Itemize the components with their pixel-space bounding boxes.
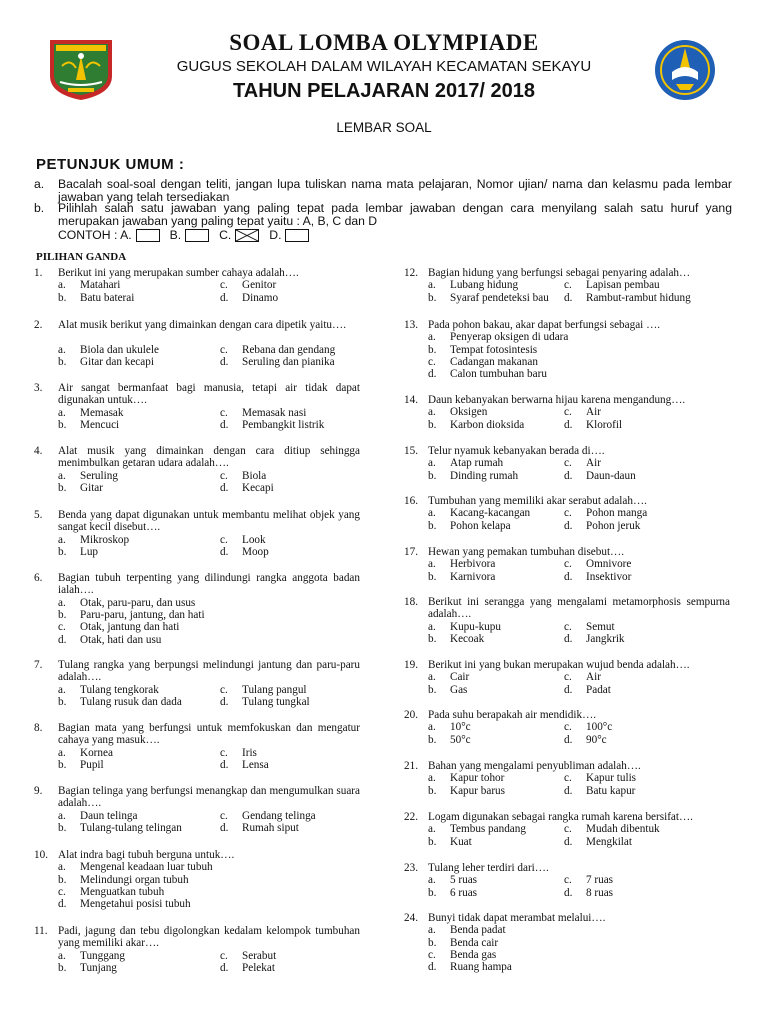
option-text: Menguatkan tubuh xyxy=(80,885,165,898)
question-stem: Padi, jagung dan tebu digolongkan kedalam kelompok tumbuhan yang memiliki akar…. xyxy=(58,925,360,950)
option-letter: d. xyxy=(220,355,229,368)
option-letter: b. xyxy=(428,784,437,797)
question-number: 2. xyxy=(34,319,43,331)
option-text: Otak, hati dan usu xyxy=(80,633,162,646)
question-number: 24. xyxy=(404,912,418,924)
option-text: Melindungi organ tubuh xyxy=(80,873,189,886)
option-text: Matahari xyxy=(80,279,121,292)
option-letter: a. xyxy=(428,507,436,520)
option-text: Memasak xyxy=(80,406,124,419)
option-text: Biola dan ukulele xyxy=(80,343,159,356)
academic-year: TAHUN PELAJARAN 2017/ 2018 xyxy=(233,80,535,102)
document-subtitle: GUGUS SEKOLAH DALAM WILAYAH KECAMATAN SEKAYU xyxy=(176,58,592,75)
option-text: Tunjang xyxy=(80,961,117,974)
option-letter: b. xyxy=(428,418,437,431)
question-number: 14. xyxy=(404,394,418,406)
option-letter: d. xyxy=(564,733,573,746)
option-text: Tulang tengkorak xyxy=(80,683,159,696)
instruction-b-text: Pilihlah salah satu jawaban yang paling tepat pada lembar jawaban dengan cara menyilang salah satu huruf yang merupakan jawaban yang paling tepat yaitu : A, B, C dan D xyxy=(58,201,732,228)
question-number: 12. xyxy=(404,267,418,279)
option-letter: a. xyxy=(58,746,66,759)
question-number: 13. xyxy=(404,319,418,331)
question-number: 3. xyxy=(34,382,43,394)
option-letter: a. xyxy=(428,721,436,734)
option-text: Lubang hidung xyxy=(450,279,519,292)
option-text: Look xyxy=(242,533,266,546)
question-number: 11. xyxy=(34,925,48,937)
question-number: 5. xyxy=(34,509,43,521)
question-stem: Bagian mata yang berfungsi untuk memfokuskan dan mengatur cahaya yang masuk…. xyxy=(58,722,360,747)
question-number: 22. xyxy=(404,811,418,823)
option-text: Kecapi xyxy=(242,481,274,494)
option-text: Pembangkit listrik xyxy=(242,418,325,431)
option-text: Karbon dioksida xyxy=(450,418,525,431)
example-label-c: C. xyxy=(219,228,232,242)
question-stem: Berikut ini yang bukan merupakan wujud benda adalah…. xyxy=(428,659,690,671)
option-text: Rambut-rambut hidung xyxy=(586,291,691,304)
option-letter: d. xyxy=(220,695,229,708)
option-letter: a. xyxy=(428,772,436,785)
option-letter: a. xyxy=(428,671,436,684)
option-text: Cadangan makanan xyxy=(450,355,538,368)
question-stem: Berikut ini serangga yang mengalami metamorphosis sempurna adalah…. xyxy=(428,596,730,621)
question-stem: Tumbuhan yang memiliki akar serabut adalah…. xyxy=(428,495,647,507)
question-number: 4. xyxy=(34,445,43,457)
question-stem: Logam digunakan sebagai rangka rumah karena bersifat…. xyxy=(428,811,693,823)
question-stem: Bagian hidung yang berfungsi sebagai penyaring adalah… xyxy=(428,267,691,279)
option-text: 50°c xyxy=(450,733,471,746)
question-stem: Bagian telinga yang berfungsi menangkap dan mengumulkan suara adalah…. xyxy=(58,785,360,810)
question-stem: Air sangat bermanfaat bagi manusia, tetapi air tidak dapat digunakan untuk…. xyxy=(58,382,360,407)
question-stem: Hewan yang pemakan tumbuhan disebut…. xyxy=(428,546,625,558)
option-letter: b. xyxy=(58,873,67,886)
question-number: 9. xyxy=(34,785,43,797)
option-letter: d. xyxy=(58,898,67,911)
option-letter: b. xyxy=(428,519,437,532)
option-letter: d. xyxy=(564,469,573,482)
option-letter: d. xyxy=(564,784,573,797)
option-text: Benda gas xyxy=(450,948,497,961)
option-text: Kapur tulis xyxy=(586,772,637,785)
option-text: Dinamo xyxy=(242,291,279,304)
option-text: Otak, jantung dan hati xyxy=(80,621,180,634)
option-text: Tulang tungkal xyxy=(242,695,310,708)
option-letter: c. xyxy=(220,683,228,696)
example-box-a xyxy=(136,229,160,242)
option-text: Kupu-kupu xyxy=(450,620,501,633)
option-letter: d. xyxy=(564,519,573,532)
option-letter: c. xyxy=(58,621,66,634)
option-text: 100°c xyxy=(586,721,613,734)
option-letter: a. xyxy=(428,620,436,633)
question-number: 21. xyxy=(404,760,418,772)
option-letter: b. xyxy=(58,418,67,431)
option-letter: c. xyxy=(220,406,228,419)
question-stem: Daun kebanyakan berwarna hijau karena mengandung…. xyxy=(428,394,686,406)
example-label-b: B. xyxy=(169,228,182,242)
question-number: 16. xyxy=(404,495,418,507)
option-letter: c. xyxy=(220,533,228,546)
option-letter: d. xyxy=(220,418,229,431)
option-text: 8 ruas xyxy=(586,886,614,899)
option-letter: a. xyxy=(58,809,66,822)
option-letter: a. xyxy=(58,469,66,482)
option-letter: c. xyxy=(220,279,228,292)
option-text: Otak, paru-paru, dan usus xyxy=(80,596,196,609)
option-letter: a. xyxy=(58,683,66,696)
question-number: 8. xyxy=(34,722,43,734)
instruction-a-label: a. xyxy=(34,177,45,191)
option-text: Benda padat xyxy=(450,924,506,937)
example-box-b xyxy=(185,229,209,242)
question-number: 10. xyxy=(34,849,48,861)
option-text: 10°c xyxy=(450,721,471,734)
option-letter: b. xyxy=(428,936,437,949)
option-letter: b. xyxy=(428,469,437,482)
option-text: Gitar xyxy=(80,481,103,494)
option-letter: b. xyxy=(58,608,67,621)
option-letter: d. xyxy=(564,632,573,645)
option-text: Klorofil xyxy=(586,418,623,431)
option-letter: b. xyxy=(428,570,437,583)
option-letter: c. xyxy=(564,507,572,520)
option-letter: c. xyxy=(220,809,228,822)
option-letter: a. xyxy=(428,558,436,571)
option-text: Cair xyxy=(450,671,470,684)
option-letter: a. xyxy=(58,949,66,962)
option-letter: c. xyxy=(564,457,572,470)
question-number: 20. xyxy=(404,709,418,721)
document-header xyxy=(0,0,768,130)
option-letter: b. xyxy=(58,821,67,834)
option-letter: b. xyxy=(58,758,67,771)
option-text: Mengenal keadaan luar tubuh xyxy=(80,861,213,874)
question-number: 18. xyxy=(404,596,418,608)
option-text: Genitor xyxy=(242,279,277,292)
option-letter: a. xyxy=(58,533,66,546)
example-label-a: CONTOH : A. xyxy=(58,228,132,242)
option-text: Kacang-kacangan xyxy=(450,507,531,520)
option-text: Dinding rumah xyxy=(450,469,519,482)
option-letter: a. xyxy=(58,596,66,609)
option-letter: c. xyxy=(564,620,572,633)
option-letter: b. xyxy=(58,481,67,494)
option-letter: b. xyxy=(428,733,437,746)
option-text: Mudah dibentuk xyxy=(586,823,660,836)
option-letter: b. xyxy=(58,961,67,974)
option-letter: c. xyxy=(564,874,572,887)
option-text: Tulang pangul xyxy=(242,683,307,696)
option-text: Memasak nasi xyxy=(242,406,307,419)
option-text: Benda cair xyxy=(450,936,499,949)
option-text: Penyerap oksigen di udara xyxy=(450,331,569,344)
option-text: Tembus pandang xyxy=(450,823,526,836)
document-title: SOAL LOMBA OLYMPIADE xyxy=(229,30,539,55)
option-letter: c. xyxy=(564,558,572,571)
option-letter: a. xyxy=(58,343,66,356)
option-text: Herbivora xyxy=(450,558,496,571)
option-letter: b. xyxy=(428,343,437,356)
option-letter: d. xyxy=(220,961,229,974)
option-text: Pohon kelapa xyxy=(450,519,511,532)
option-text: Pupil xyxy=(80,758,104,771)
option-text: Gitar dan kecapi xyxy=(80,355,154,368)
option-text: Calon tumbuhan baru xyxy=(450,368,547,381)
option-letter: b. xyxy=(428,886,437,899)
option-letter: d. xyxy=(220,291,229,304)
option-letter: a. xyxy=(428,823,436,836)
option-text: Biola xyxy=(242,469,267,482)
instructions-title: PETUNJUK UMUM : xyxy=(36,156,185,173)
option-text: Rebana dan gendang xyxy=(242,343,336,356)
option-letter: b. xyxy=(58,545,67,558)
option-text: Lensa xyxy=(242,758,269,771)
option-text: 5 ruas xyxy=(450,874,478,887)
option-text: Air xyxy=(586,406,601,419)
option-text: 6 ruas xyxy=(450,886,478,899)
option-text: Karnivora xyxy=(450,570,496,583)
option-letter: d. xyxy=(220,481,229,494)
option-text: Batu kapur xyxy=(586,784,636,797)
option-text: Insektivor xyxy=(586,570,632,583)
option-text: Kapur barus xyxy=(450,784,505,797)
option-letter: d. xyxy=(564,418,573,431)
example-answers xyxy=(58,228,319,242)
question-stem: Pada pohon bakau, akar dapat berfungsi sebagai …. xyxy=(428,319,661,331)
option-letter: a. xyxy=(428,874,436,887)
question-stem: Tulang rangka yang berpungsi melindungi jantung dan paru-paru adalah…. xyxy=(58,659,360,684)
option-text: Syaraf pendeteksi bau xyxy=(450,291,549,304)
question-stem: Alat musik berikut yang dimainkan dengan cara dipetik yaitu…. xyxy=(58,319,347,331)
option-text: Gas xyxy=(450,683,468,696)
question-stem: Bunyi tidak dapat merambat melalui…. xyxy=(428,912,606,924)
question-number: 23. xyxy=(404,862,418,874)
question-number: 19. xyxy=(404,659,418,671)
option-text: Daun telinga xyxy=(80,809,138,822)
option-text: Mikroskop xyxy=(80,533,130,546)
question-stem: Pada suhu berapakah air mendidik…. xyxy=(428,709,597,721)
example-label-d: D. xyxy=(269,228,282,242)
option-letter: a. xyxy=(428,406,436,419)
option-text: Iris xyxy=(242,746,257,759)
option-text: Atap rumah xyxy=(450,457,504,470)
option-letter: a. xyxy=(428,331,436,344)
instruction-b-label: b. xyxy=(34,201,45,215)
question-number: 15. xyxy=(404,445,418,457)
option-letter: c. xyxy=(564,772,572,785)
option-text: 7 ruas xyxy=(586,874,614,887)
question-stem: Benda yang dapat digunakan untuk membantu melihat objek yang sangat kecil disebut…. xyxy=(58,509,360,534)
option-text: Pelekat xyxy=(242,961,275,974)
option-letter: a. xyxy=(428,279,436,292)
option-text: Oksigen xyxy=(450,406,488,419)
option-letter: c. xyxy=(428,948,436,961)
option-letter: c. xyxy=(220,746,228,759)
option-text: Lup xyxy=(80,545,99,558)
option-text: Pohon manga xyxy=(586,507,648,520)
option-text: Serabut xyxy=(242,949,277,962)
question-number: 17. xyxy=(404,546,418,558)
option-letter: a. xyxy=(58,279,66,292)
option-text: Pohon jeruk xyxy=(586,519,641,532)
option-text: Paru-paru, jantung, dan hati xyxy=(80,608,205,621)
option-text: Semut xyxy=(586,620,615,633)
option-letter: d. xyxy=(564,835,573,848)
option-letter: c. xyxy=(428,355,436,368)
option-text: Tulang rusuk dan dada xyxy=(80,695,182,708)
option-text: 90°c xyxy=(586,733,607,746)
question-stem: Alat indra bagi tubuh berguna untuk…. xyxy=(58,849,235,861)
option-letter: b. xyxy=(58,355,67,368)
example-box-c-crossed xyxy=(235,229,259,242)
option-letter: d. xyxy=(564,886,573,899)
option-letter: d. xyxy=(220,545,229,558)
option-letter: c. xyxy=(564,406,572,419)
option-text: Omnivore xyxy=(586,558,632,571)
option-letter: d. xyxy=(428,961,437,974)
option-letter: c. xyxy=(58,885,66,898)
option-text: Jangkrik xyxy=(586,632,625,645)
question-stem: Alat musik yang dimainkan dengan cara ditiup sehingga menimbulkan getaran udara adalah…. xyxy=(58,445,360,470)
question-stem: Tulang leher terdiri dari…. xyxy=(428,862,549,874)
option-text: Seruling xyxy=(80,469,118,482)
option-text: Air xyxy=(586,457,601,470)
option-letter: c. xyxy=(564,671,572,684)
option-text: Padat xyxy=(586,683,611,696)
option-letter: b. xyxy=(428,683,437,696)
option-letter: b. xyxy=(428,835,437,848)
option-letter: b. xyxy=(428,632,437,645)
option-text: Batu baterai xyxy=(80,291,135,304)
option-text: Kuat xyxy=(450,835,472,848)
option-letter: d. xyxy=(564,291,573,304)
option-letter: b. xyxy=(428,291,437,304)
option-letter: d. xyxy=(564,570,573,583)
option-text: Rumah siput xyxy=(242,821,299,834)
option-text: Mengetahui posisi tubuh xyxy=(80,898,191,911)
sheet-label: LEMBAR SOAL xyxy=(336,120,432,135)
instruction-b xyxy=(34,202,732,228)
option-letter: d. xyxy=(58,633,67,646)
example-box-d xyxy=(285,229,309,242)
option-letter: c. xyxy=(564,823,572,836)
option-letter: b. xyxy=(58,291,67,304)
option-text: Kornea xyxy=(80,746,113,759)
question-stem: Telur nyamuk kebanyakan berada di…. xyxy=(428,445,605,457)
option-text: Tempat fotosintesis xyxy=(450,343,538,356)
option-text: Air xyxy=(586,671,601,684)
option-letter: c. xyxy=(220,343,228,356)
option-text: Kecoak xyxy=(450,632,485,645)
option-text: Seruling dan pianika xyxy=(242,355,335,368)
option-text: Gendang telinga xyxy=(242,809,316,822)
option-letter: a. xyxy=(428,924,436,937)
option-text: Tulang-tulang telingan xyxy=(80,821,182,834)
option-letter: c. xyxy=(564,279,572,292)
option-letter: d. xyxy=(428,368,437,381)
option-text: Ruang hampa xyxy=(450,961,512,974)
option-text: Daun-daun xyxy=(586,469,636,482)
section-title: PILIHAN GANDA xyxy=(36,251,127,263)
option-letter: a. xyxy=(428,457,436,470)
option-letter: d. xyxy=(220,758,229,771)
instruction-a-text: Bacalah soal-soal dengan teliti, jangan lupa tuliskan nama mata pelajaran, Nomor ujian/ nama dan kelasmu pada lembar jawaban yang telah tersediakan xyxy=(58,177,732,204)
question-number: 7. xyxy=(34,659,43,671)
option-letter: d. xyxy=(220,821,229,834)
option-letter: c. xyxy=(564,721,572,734)
option-letter: c. xyxy=(220,469,228,482)
option-letter: a. xyxy=(58,406,66,419)
option-text: Moop xyxy=(242,545,269,558)
question-number: 6. xyxy=(34,572,43,584)
option-text: Lapisan pembau xyxy=(586,279,660,292)
tut-wuri-handayani-logo xyxy=(650,38,720,104)
question-stem: Bagian tubuh terpenting yang dilindungi rangka anggota badan ialah…. xyxy=(58,572,360,597)
question-stem: Berikut ini yang merupakan sumber cahaya adalah…. xyxy=(58,267,299,279)
question-stem: Bahan yang mengalami penyubliman adalah…. xyxy=(428,760,641,772)
option-text: Mengkilat xyxy=(586,835,632,848)
option-text: Mencuci xyxy=(80,418,120,431)
option-letter: a. xyxy=(58,861,66,874)
option-text: Kapur tohor xyxy=(450,772,505,785)
option-letter: d. xyxy=(564,683,573,696)
question-number: 1. xyxy=(34,267,43,279)
option-letter: c. xyxy=(220,949,228,962)
option-letter: b. xyxy=(58,695,67,708)
option-text: Tunggang xyxy=(80,949,125,962)
